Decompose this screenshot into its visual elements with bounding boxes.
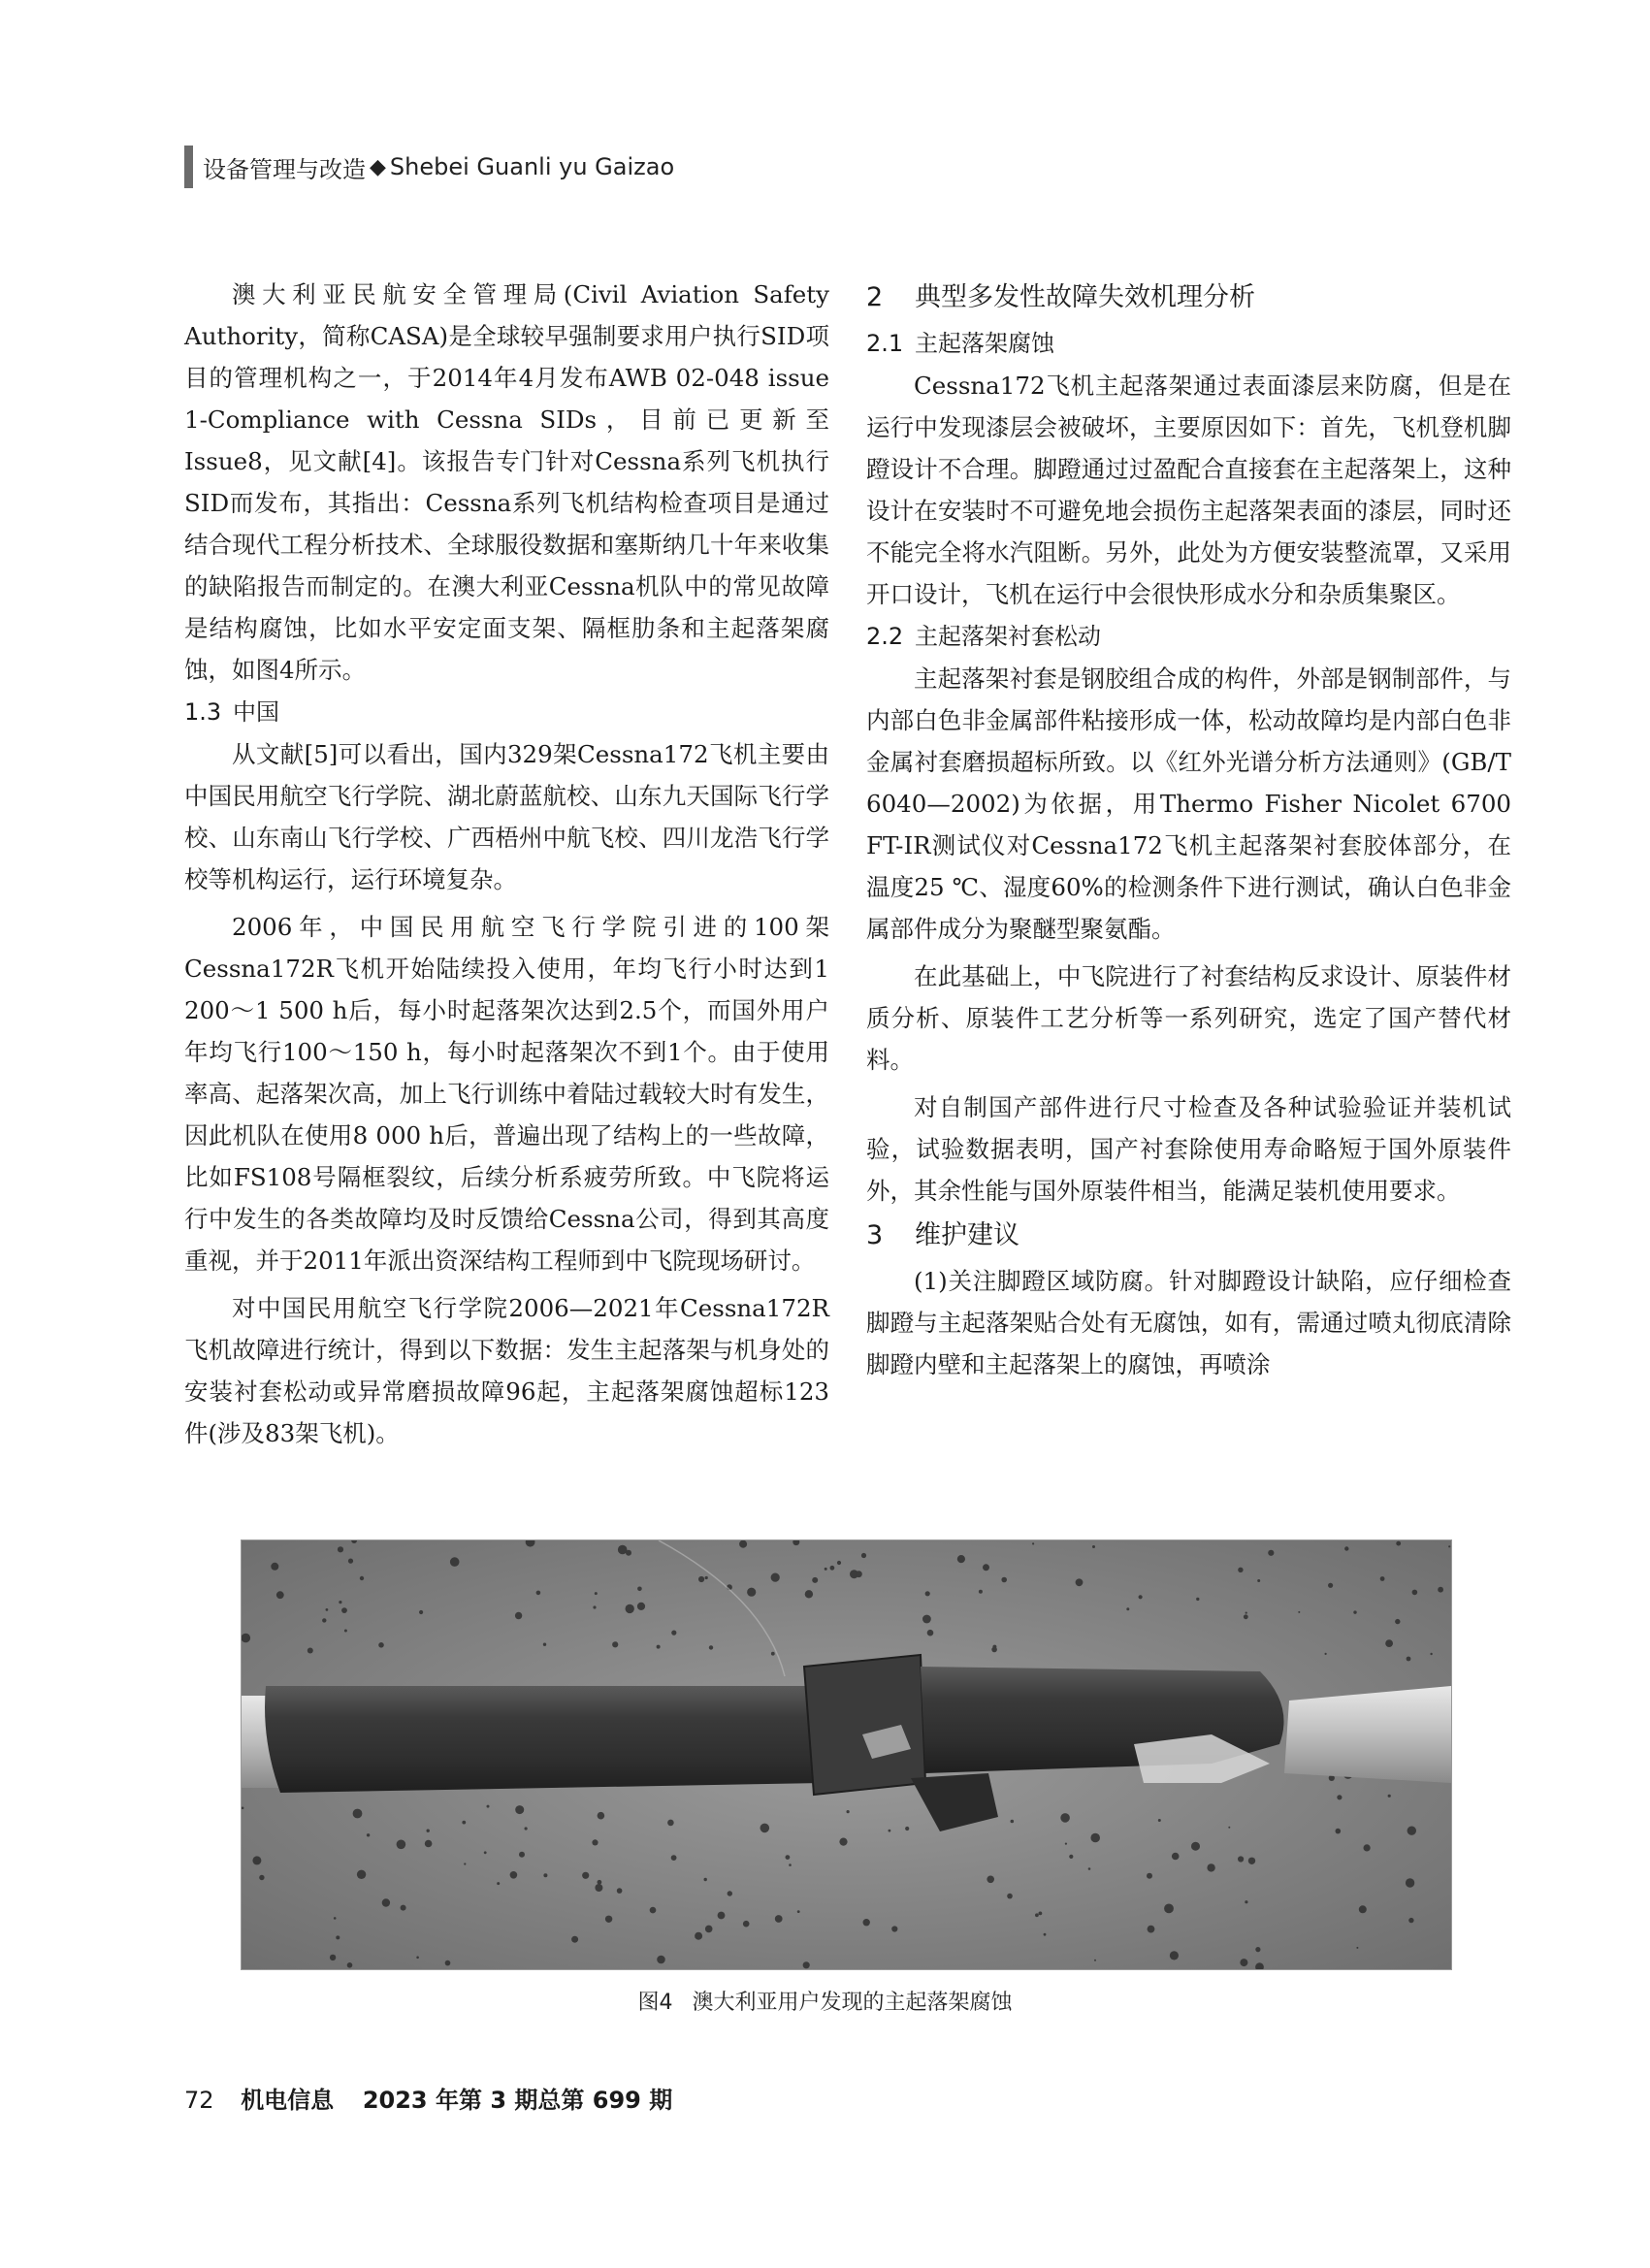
corroded-landing-gear-photo [242, 1540, 1451, 1969]
heading-2 [866, 274, 1511, 322]
left-column [184, 274, 829, 1454]
page-footer [184, 2081, 672, 2115]
paragraph-testing: 对自制国产部件进行尺寸检查及各种试验验证并装机试验，试验数据表明，国产衬套除使用寿命略短于国外原装件外，其余性能与国外原装件相当，能满足装机使用要求。 [866, 1093, 1511, 1205]
heading-2-1 [866, 322, 1511, 365]
heading-3 [866, 1212, 1511, 1260]
paragraph-bushing: 主起落架衬套是钢胶组合成的构件，外部是钢制部件，与内部白色非金属部件粘接形成一体，松动故障均是内部白色非金属衬套磨损超标所致。以《红外光谱分析方法通则》(GB/T 6040—2002)为依据，用Thermo Fisher Nicolet 6700 FT-IR测试仪对Cessna172飞机主起落架衬套胶体部分，在温度25 ℃、湿度60%的检测条件下进行测试，确认白色非金属部件成分为聚醚型聚氨酯。 [866, 664, 1511, 943]
heading-title: 维护建议 [915, 1220, 1019, 1250]
journal-name: 机电信息 [241, 2087, 335, 2114]
figure-label: 图4 [637, 1991, 673, 2015]
header-bar [184, 146, 193, 188]
figure-caption-text: 澳大利亚用户发现的主起落架腐蚀 [692, 1991, 1013, 2015]
heading-number: 3 [866, 1220, 884, 1250]
heading-title: 典型多发性故障失效机理分析 [915, 282, 1255, 312]
heading-number: 2.2 [866, 623, 904, 650]
running-head [184, 146, 674, 188]
diamond-separator: ◆ [370, 154, 386, 179]
issue-info: 2023 年第 3 期总第 699 期 [362, 2087, 673, 2114]
heading-number: 2.1 [866, 330, 904, 357]
paragraph-casa: 澳大利亚民航安全管理局(Civil Aviation Safety Authority，简称CASA)是全球较早强制要求用户执行SID项目的管理机构之一，于2014年4月发布AWB 02-048 issue 1-Compliance with Cessna SIDs，目前已更新至Issue8，见文献[4]。该报告专门针对Cessna系列飞机执行SID而发布，其指出：Cessna系列飞机结构检查项目是通过结合现代工程分析技术、全球服役数据和塞斯纳几十年来收集的缺陷报告而制定的。在澳大利亚Cessna机队中的常见故障是结构腐蚀，比如水平安定面支架、隔框肋条和主起落架腐蚀，如图4所示。 [184, 280, 829, 684]
heading-title: 中国 [233, 698, 279, 726]
figure-caption [0, 1986, 1650, 2016]
paragraph-corrosion: Cessna172飞机主起落架通过表面漆层来防腐，但是在运行中发现漆层会被破坏，主要原因如下：首先，飞机登机脚蹬设计不合理。脚蹬通过过盈配合直接套在主起落架上，这种设计在安装时不可避免地会损伤主起落架表面的漆层，同时还不能完全将水汽阻断。另外，此处为方便安装整流罩，又采用开口设计，飞机在运行中会很快形成水分和杂质集聚区。 [866, 372, 1511, 608]
heading-title: 主起落架衬套松动 [915, 623, 1101, 650]
figure-photo [241, 1539, 1452, 1970]
section-title-pinyin: Shebei Guanli yu Gaizao [389, 153, 675, 180]
right-column [866, 274, 1511, 1385]
page-number: 72 [184, 2087, 214, 2114]
heading-title: 主起落架腐蚀 [915, 330, 1054, 357]
paragraph-statistics: 对中国民用航空飞行学院2006—2021年Cessna172R飞机故障进行统计，得到以下数据：发生主起落架与机身处的安装衬套松动或异常磨损故障96起，主起落架腐蚀超标123件(涉及83架飞机)。 [184, 1294, 829, 1447]
paragraph-2006: 2006年，中国民用航空飞行学院引进的100架Cessna172R飞机开始陆续投入使用，年均飞行小时达到1 200～1 500 h后，每小时起落架次达到2.5个，而国外用户年均飞行100～150 h，每小时起落架次不到1个。由于使用率高、起落架次高，加上飞行训练中着陆过载较大时有发生，因此机队在使用8 000 h后，普遍出现了结构上的一些故障，比如FS108号隔框裂纹，后续分析系疲劳所致。中飞院将运行中发生的各类故障均及时反馈给Cessna公司，得到其高度重视，并于2011年派出资深结构工程师到中飞院现场研讨。 [184, 913, 829, 1275]
paragraph-maintenance: (1)关注脚蹬区域防腐。针对脚蹬设计缺陷，应仔细检查脚蹬与主起落架贴合处有无腐蚀，如有，需通过喷丸彻底清除脚蹬内壁和主起落架上的腐蚀，再喷涂 [866, 1267, 1511, 1378]
paragraph-china-fleet: 从文献[5]可以看出，国内329架Cessna172飞机主要由中国民用航空飞行学院、湖北蔚蓝航校、山东九天国际飞行学校、山东南山飞行学校、广西梧州中航飞校、四川龙浩飞行学校等机构运行，运行环境复杂。 [184, 740, 829, 893]
heading-2-2 [866, 615, 1511, 658]
section-title-cn: 设备管理与改造 [203, 155, 366, 183]
heading-number: 2 [866, 282, 884, 312]
heading-1-3 [184, 691, 829, 733]
paragraph-research: 在此基础上，中飞院进行了衬套结构反求设计、原装件材质分析、原装件工艺分析等一系列研究，选定了国产替代材料。 [866, 962, 1511, 1074]
heading-number: 1.3 [184, 698, 222, 726]
